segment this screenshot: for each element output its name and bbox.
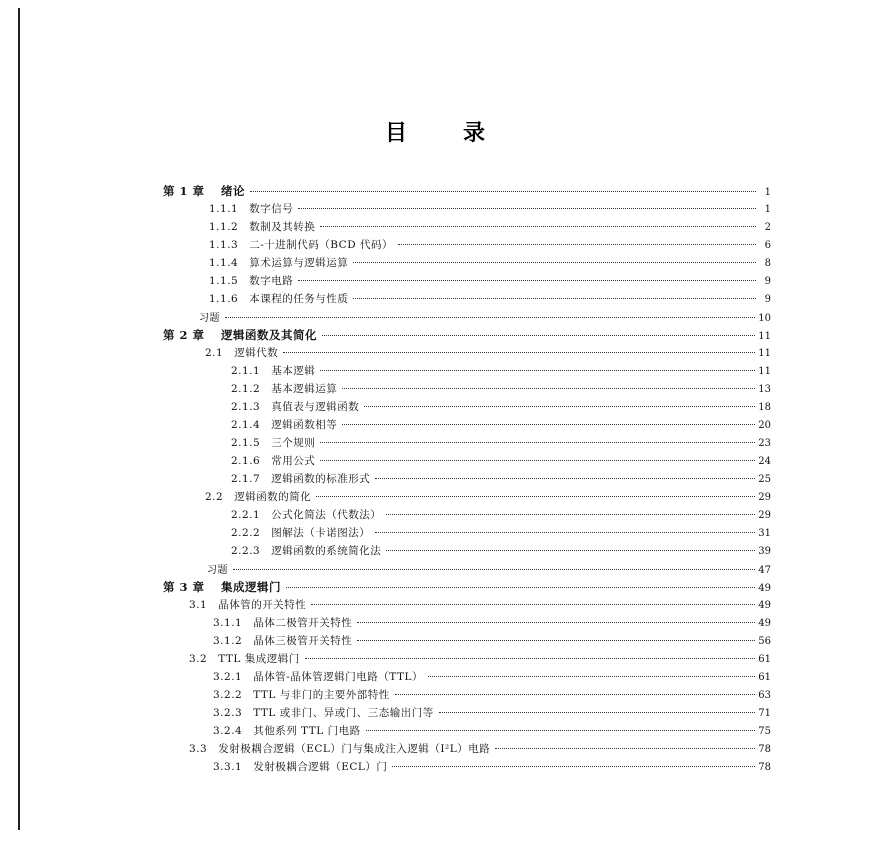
toc-section-row <box>163 435 771 453</box>
toc-entry-title: 第 1 章 绪论 <box>163 184 246 198</box>
toc-section-row <box>163 345 771 363</box>
toc-entry-title: 1.1.2 数制及其转换 <box>209 221 316 233</box>
toc-entry-title: 3.1.1 晶体二极管开关特性 <box>213 617 353 629</box>
toc-entry-title: 3.3 发射极耦合逻辑（ECL）门与集成注入逻辑（I²L）电路 <box>189 743 491 755</box>
toc-entry-title: 习题 <box>207 565 228 576</box>
toc-entry-title: 2.2.3 逻辑函数的系统简化法 <box>231 545 382 557</box>
toc-entry-title: 3.1 晶体管的开关特性 <box>189 599 307 611</box>
toc-section-row <box>163 507 771 525</box>
toc-section-row <box>163 255 771 273</box>
toc-section-row <box>163 399 771 417</box>
dot-leader <box>439 712 756 713</box>
dot-leader <box>395 694 756 695</box>
toc-entry-title: 2.1.4 逻辑函数相等 <box>231 419 338 431</box>
page-title <box>0 116 870 147</box>
dot-leader <box>398 244 756 245</box>
toc-entry-title: 3.2 TTL 集成逻辑门 <box>189 653 300 665</box>
dot-leader <box>320 370 755 371</box>
toc-entry-title: 2.2.2 图解法（卡诺图法） <box>231 527 371 539</box>
dot-leader <box>357 640 755 641</box>
toc-section-row <box>163 633 771 651</box>
toc-page-number: 13 <box>758 384 771 395</box>
toc-entry-title: 3.2.1 晶体管-晶体管逻辑门电路（TTL） <box>213 671 423 683</box>
toc-entry-title: 3.1.2 晶体三极管开关特性 <box>213 635 353 647</box>
toc-page-number: 6 <box>764 240 771 251</box>
dot-leader <box>364 406 755 407</box>
toc-entry-title: 3.2.4 其他系列 TTL 门电路 <box>213 725 361 737</box>
toc-page-number: 61 <box>758 672 771 683</box>
toc-section-row <box>163 219 771 237</box>
dot-leader <box>298 280 756 281</box>
dot-leader <box>283 352 755 353</box>
page-title-char-2: 录 <box>463 120 486 146</box>
toc-chapter-row <box>163 579 771 597</box>
toc-entry-title: 习题 <box>199 313 220 324</box>
toc-section-row <box>163 525 771 543</box>
toc-page-number: 11 <box>758 348 771 359</box>
toc-entry-title: 1.1.4 算术运算与逻辑运算 <box>209 257 349 269</box>
dot-leader <box>320 442 755 443</box>
toc-page-number: 11 <box>758 331 771 342</box>
toc-entry-title: 1.1.1 数字信号 <box>209 203 294 215</box>
dot-leader <box>298 208 756 209</box>
toc-section-row <box>163 723 771 741</box>
toc-section-row <box>163 471 771 489</box>
toc-section-row <box>163 669 771 687</box>
dot-leader <box>225 317 755 318</box>
toc-page-number: 49 <box>758 618 771 629</box>
dot-leader <box>316 496 755 497</box>
toc-entry-title: 3.2.2 TTL 与非门的主要外部特性 <box>213 689 390 701</box>
toc-entry-title: 第 3 章 集成逻辑门 <box>163 580 282 594</box>
dot-leader <box>375 532 755 533</box>
toc-section-row <box>163 237 771 255</box>
toc-page-number: 61 <box>758 654 771 665</box>
dot-leader <box>375 478 755 479</box>
toc-section-row <box>163 417 771 435</box>
toc-page-number: 78 <box>758 744 771 755</box>
toc-page-number: 23 <box>758 438 771 449</box>
dot-leader <box>233 569 755 570</box>
toc-page-number: 31 <box>758 528 771 539</box>
dot-leader <box>342 424 755 425</box>
dot-leader <box>392 766 755 767</box>
dot-leader <box>366 730 756 731</box>
toc-section-row <box>163 705 771 723</box>
toc-page-number: 20 <box>758 420 771 431</box>
dot-leader <box>250 191 756 192</box>
toc-page-number: 47 <box>758 565 771 576</box>
toc-section-row <box>163 489 771 507</box>
page-title-char-1: 目 <box>384 120 407 146</box>
dot-leader <box>386 550 755 551</box>
toc-page-number: 1 <box>764 187 771 198</box>
toc-exercise-row <box>163 309 771 327</box>
toc-section-row <box>163 273 771 291</box>
toc-page-number: 75 <box>758 726 771 737</box>
toc-page-number: 49 <box>758 583 771 594</box>
toc-page-number: 9 <box>764 276 771 287</box>
dot-leader <box>286 587 755 588</box>
toc-entry-title: 1.1.6 本课程的任务与性质 <box>209 293 349 305</box>
dot-leader <box>322 335 755 336</box>
dot-leader <box>386 514 755 515</box>
dot-leader <box>342 388 755 389</box>
toc-entry-title: 3.3.1 发射极耦合逻辑（ECL）门 <box>213 761 388 773</box>
dot-leader <box>357 622 755 623</box>
dot-leader <box>495 748 755 749</box>
toc-entry-title: 2.1.2 基本逻辑运算 <box>231 383 338 395</box>
toc-section-row <box>163 291 771 309</box>
toc-section-row <box>163 651 771 669</box>
dot-leader <box>320 460 755 461</box>
toc-entry-title: 2.2.1 公式化简法（代数法） <box>231 509 382 521</box>
toc-chapter-row <box>163 327 771 345</box>
toc-entry-title: 3.2.3 TTL 或非门、异或门、三态输出门等 <box>213 707 434 719</box>
toc-page-number: 63 <box>758 690 771 701</box>
dot-leader <box>311 604 755 605</box>
toc-entry-title: 第 2 章 逻辑函数及其简化 <box>163 328 318 342</box>
toc-page-number: 71 <box>758 708 771 719</box>
table-of-contents <box>163 183 771 777</box>
toc-entry-title: 2.1.6 常用公式 <box>231 455 316 467</box>
toc-section-row <box>163 687 771 705</box>
toc-page-number: 56 <box>758 636 771 647</box>
toc-page-number: 10 <box>758 313 771 324</box>
dot-leader <box>353 262 756 263</box>
dot-leader <box>428 676 755 677</box>
toc-chapter-row <box>163 183 771 201</box>
toc-page-number: 8 <box>764 258 771 269</box>
toc-page-number: 11 <box>758 366 771 377</box>
toc-section-row <box>163 741 771 759</box>
toc-section-row <box>163 381 771 399</box>
toc-page-number: 29 <box>758 492 771 503</box>
toc-entry-title: 2.1.3 真值表与逻辑函数 <box>231 401 360 413</box>
toc-entry-title: 1.1.5 数字电路 <box>209 275 294 287</box>
toc-exercise-row <box>163 561 771 579</box>
toc-page-number: 78 <box>758 762 771 773</box>
toc-section-row <box>163 453 771 471</box>
toc-section-row <box>163 597 771 615</box>
toc-entry-title: 2.1.5 三个规则 <box>231 437 316 449</box>
toc-section-row <box>163 543 771 561</box>
toc-entry-title: 2.1.7 逻辑函数的标准形式 <box>231 473 371 485</box>
toc-section-row <box>163 363 771 381</box>
toc-page-number: 24 <box>758 456 771 467</box>
toc-page-number: 2 <box>764 222 771 233</box>
toc-entry-title: 2.2 逻辑函数的简化 <box>205 491 312 503</box>
toc-page-number: 9 <box>764 294 771 305</box>
dot-leader <box>353 298 756 299</box>
toc-page-number: 1 <box>764 204 771 215</box>
toc-section-row <box>163 201 771 219</box>
toc-page-number: 25 <box>758 474 771 485</box>
toc-entry-title: 2.1 逻辑代数 <box>205 347 279 359</box>
toc-page-number: 49 <box>758 600 771 611</box>
toc-page-number: 18 <box>758 402 771 413</box>
toc-entry-title: 1.1.3 二-十进制代码（BCD 代码） <box>209 239 393 251</box>
toc-entry-title: 2.1.1 基本逻辑 <box>231 365 316 377</box>
dot-leader <box>305 658 756 659</box>
toc-section-row <box>163 615 771 633</box>
toc-page-number: 39 <box>758 546 771 557</box>
dot-leader <box>320 226 756 227</box>
toc-section-row <box>163 759 771 777</box>
toc-page-number: 29 <box>758 510 771 521</box>
